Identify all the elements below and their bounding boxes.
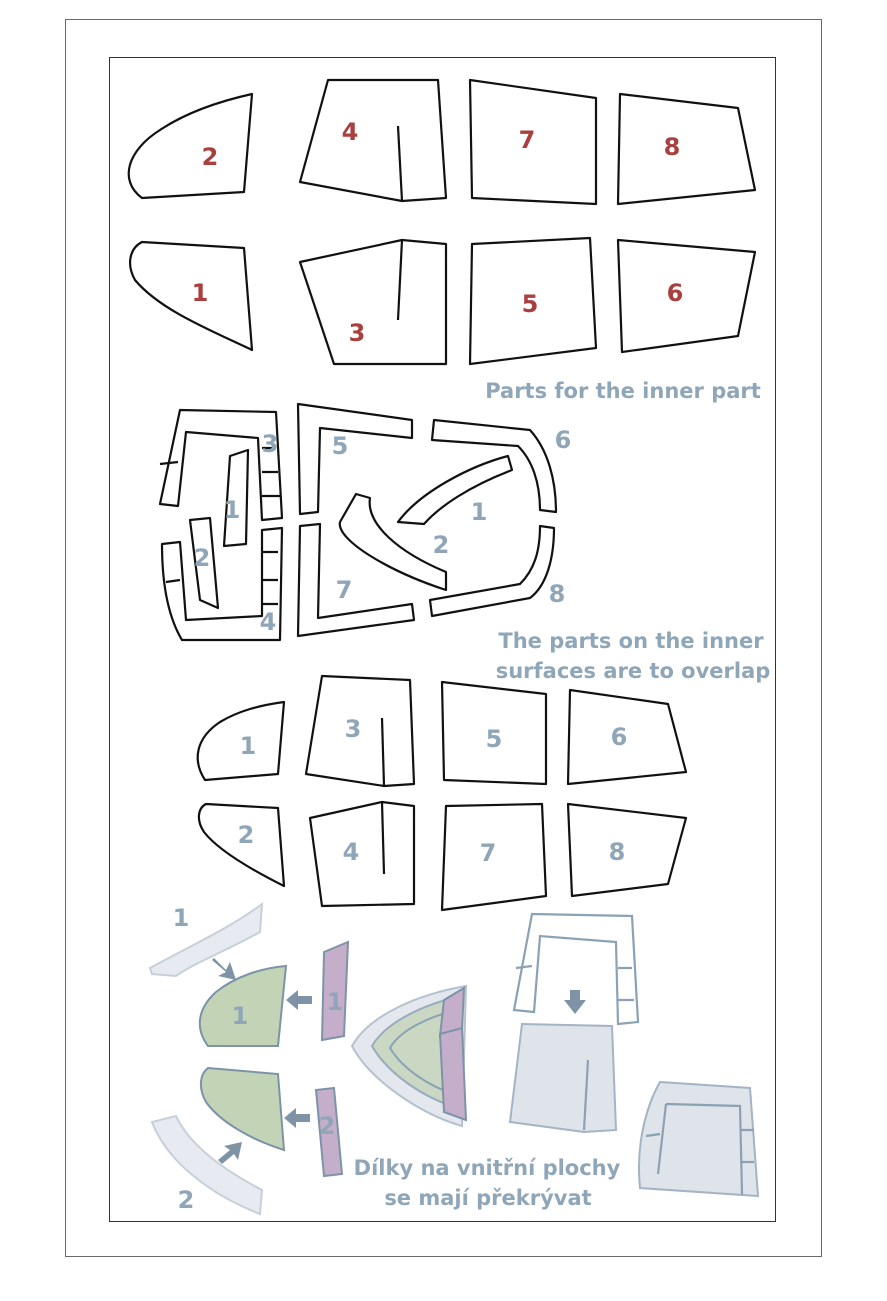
mask-part-top-7 bbox=[470, 80, 596, 204]
arrow-left-icon bbox=[286, 990, 312, 1010]
assembly-canopy-part bbox=[510, 1024, 616, 1132]
mask-part-blue-1 bbox=[198, 702, 284, 780]
frame-strip-7 bbox=[298, 524, 414, 636]
mask-part-blue-6 bbox=[568, 690, 686, 784]
frame-strip-6 bbox=[432, 420, 571, 512]
part-number: 2 bbox=[193, 544, 211, 572]
part-number: 2 bbox=[432, 531, 450, 559]
mask-part-top-8 bbox=[618, 94, 755, 204]
part-number: 2 bbox=[318, 1112, 336, 1140]
assembly-purple-part-2 bbox=[316, 1088, 342, 1176]
part-number: 1 bbox=[326, 988, 344, 1016]
arrow-up-right-icon bbox=[218, 1142, 242, 1164]
part-number: 5 bbox=[331, 432, 349, 460]
assembly-strip-1 bbox=[150, 904, 262, 976]
caption-overlap-line2: surfaces are to overlap bbox=[495, 659, 771, 683]
assembly-green-part-2 bbox=[201, 1068, 284, 1150]
mask-part-blue-5 bbox=[442, 682, 546, 784]
part-number: 8 bbox=[548, 580, 566, 608]
part-number: 4 bbox=[342, 838, 360, 866]
part-number: 3 bbox=[348, 319, 366, 347]
mask-part-top-3 bbox=[300, 240, 446, 364]
mask-part-blue-4 bbox=[310, 802, 414, 906]
part-number: 4 bbox=[259, 608, 277, 636]
caption-czech-line1: Dílky na vnitřní plochy bbox=[353, 1156, 621, 1180]
part-number: 4 bbox=[341, 118, 359, 146]
frame-strip-4 bbox=[162, 528, 282, 640]
frame-strip-2b bbox=[340, 494, 450, 590]
mask-part-top-1 bbox=[130, 242, 252, 350]
part-number: 5 bbox=[521, 290, 539, 318]
frame-strip-1b bbox=[398, 456, 512, 526]
frame-strip-3 bbox=[160, 410, 282, 520]
mask-part-top-6 bbox=[618, 240, 755, 352]
part-number: 1 bbox=[231, 1002, 249, 1030]
part-number: 2 bbox=[237, 821, 255, 849]
part-number: 3 bbox=[261, 430, 279, 458]
part-number: 6 bbox=[554, 426, 572, 454]
part-number: 7 bbox=[335, 576, 353, 604]
part-number: 5 bbox=[485, 725, 503, 753]
assembled-canopy bbox=[352, 986, 466, 1126]
assembly-frame-overlay bbox=[639, 1082, 758, 1196]
part-number: 2 bbox=[201, 143, 219, 171]
mask-part-top-2 bbox=[129, 94, 252, 198]
part-number: 1 bbox=[172, 904, 190, 932]
mask-part-top-4 bbox=[300, 80, 446, 201]
mask-part-blue-2 bbox=[199, 804, 284, 886]
part-number: 7 bbox=[518, 126, 536, 154]
frame-strip-2a bbox=[190, 518, 218, 608]
caption-overlap-line1: The parts on the inner bbox=[498, 629, 764, 653]
part-number: 1 bbox=[191, 279, 209, 307]
part-number: 8 bbox=[608, 838, 626, 866]
part-number: 1 bbox=[470, 498, 488, 526]
frame-strip-8 bbox=[430, 526, 565, 616]
part-number: 1 bbox=[239, 732, 257, 760]
mask-part-blue-3 bbox=[306, 676, 414, 786]
part-number: 6 bbox=[666, 279, 684, 307]
frame-strip-1a bbox=[224, 450, 248, 546]
arrow-left-icon bbox=[284, 1108, 310, 1128]
part-number: 7 bbox=[479, 839, 497, 867]
mask-part-blue-8 bbox=[568, 804, 686, 896]
mask-part-blue-7 bbox=[442, 804, 546, 910]
assembly-purple-part-1 bbox=[322, 942, 348, 1040]
caption-czech-line2: se mají překrývat bbox=[384, 1186, 592, 1210]
mask-part-top-5 bbox=[470, 238, 596, 364]
assembly-green-part-1 bbox=[200, 966, 286, 1046]
part-number: 1 bbox=[223, 496, 241, 524]
part-number: 6 bbox=[610, 723, 628, 751]
part-number: 8 bbox=[663, 133, 681, 161]
caption-inner-part: Parts for the inner part bbox=[485, 379, 761, 403]
arrow-down-right-icon bbox=[212, 958, 236, 980]
arrow-down-icon bbox=[564, 990, 586, 1014]
part-number: 2 bbox=[177, 1186, 195, 1214]
part-number: 3 bbox=[344, 715, 362, 743]
